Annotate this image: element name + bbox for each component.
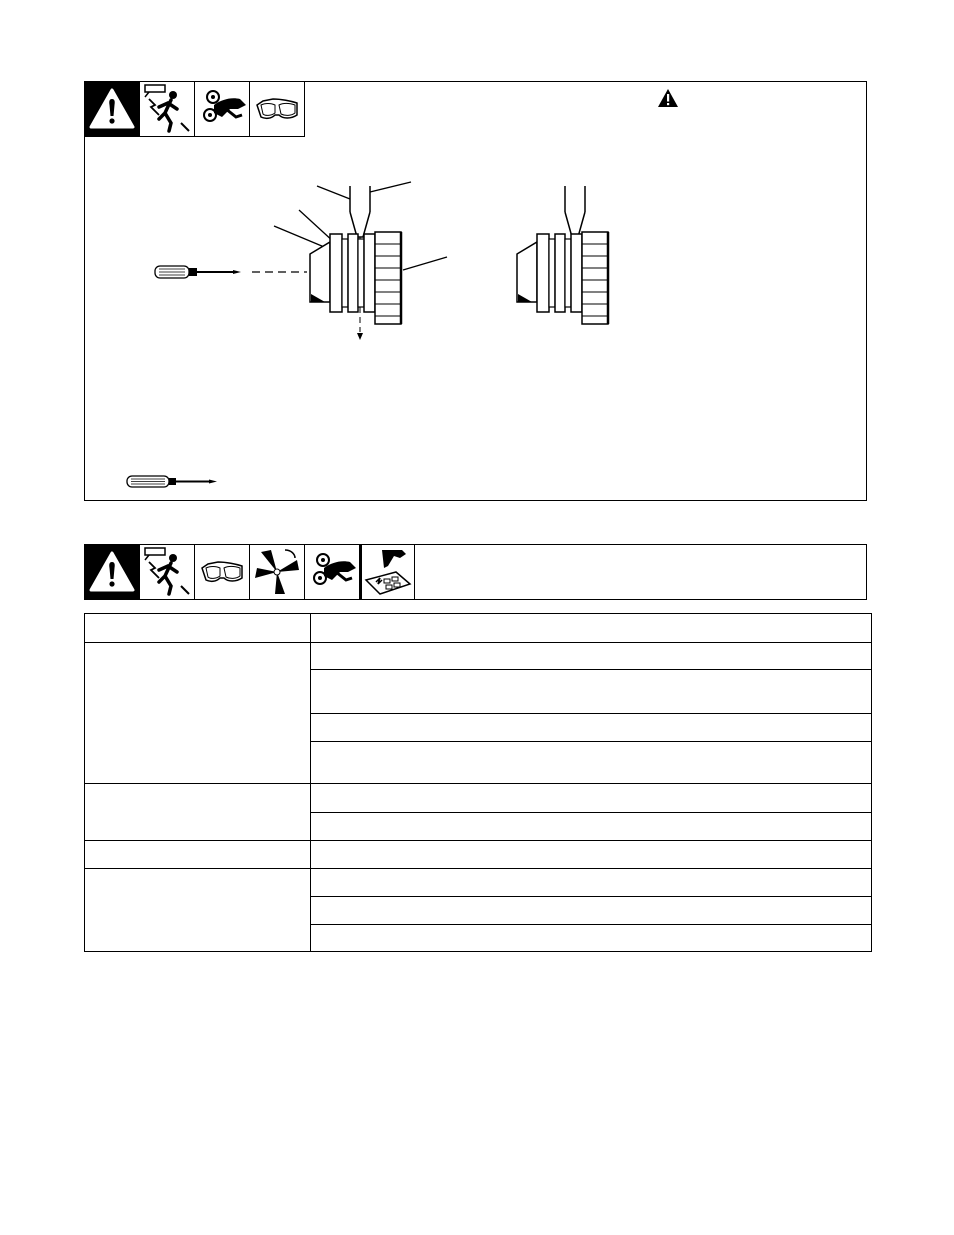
table-row: [85, 784, 872, 813]
table-row: [85, 869, 872, 897]
table-cell: [311, 813, 872, 841]
table-row: [85, 841, 872, 869]
table-header-cell: [85, 614, 311, 643]
electric-shock-icon: [140, 545, 195, 600]
moving-parts-icon: [305, 545, 360, 600]
warning-triangle-icon: [85, 545, 140, 600]
table-row: [85, 643, 872, 670]
table-cell: [311, 925, 872, 952]
table-cell: [311, 869, 872, 897]
grinding-diagram: [85, 82, 868, 502]
table-cell: [85, 784, 311, 841]
static-sensitive-board-icon: [360, 545, 415, 600]
safety-glasses-icon: [195, 545, 250, 600]
table-cell: [85, 643, 311, 784]
troubleshooting-table: [84, 613, 872, 952]
table-cell: [85, 869, 311, 952]
table-cell: [311, 714, 872, 742]
table-cell: [85, 841, 311, 869]
table-cell: [311, 670, 872, 714]
table-cell: [311, 742, 872, 784]
table-header-cell: [311, 614, 872, 643]
troubleshooting-header-panel: [84, 544, 867, 600]
grinding-wheel: [310, 232, 401, 324]
grinding-wheel-finished: [517, 232, 608, 324]
fan-hazard-icon: [250, 545, 305, 600]
table-cell: [311, 841, 872, 869]
safety-diagram-panel: [84, 81, 867, 501]
tungsten-electrode: [565, 186, 585, 237]
table-cell: [311, 643, 872, 670]
table-cell: [311, 897, 872, 925]
hazard-icon-strip: [85, 545, 415, 600]
table-cell: [311, 784, 872, 813]
table-header-row: [85, 614, 872, 643]
screwdriver-icon: [155, 266, 241, 278]
screwdriver-icon: [127, 476, 217, 487]
